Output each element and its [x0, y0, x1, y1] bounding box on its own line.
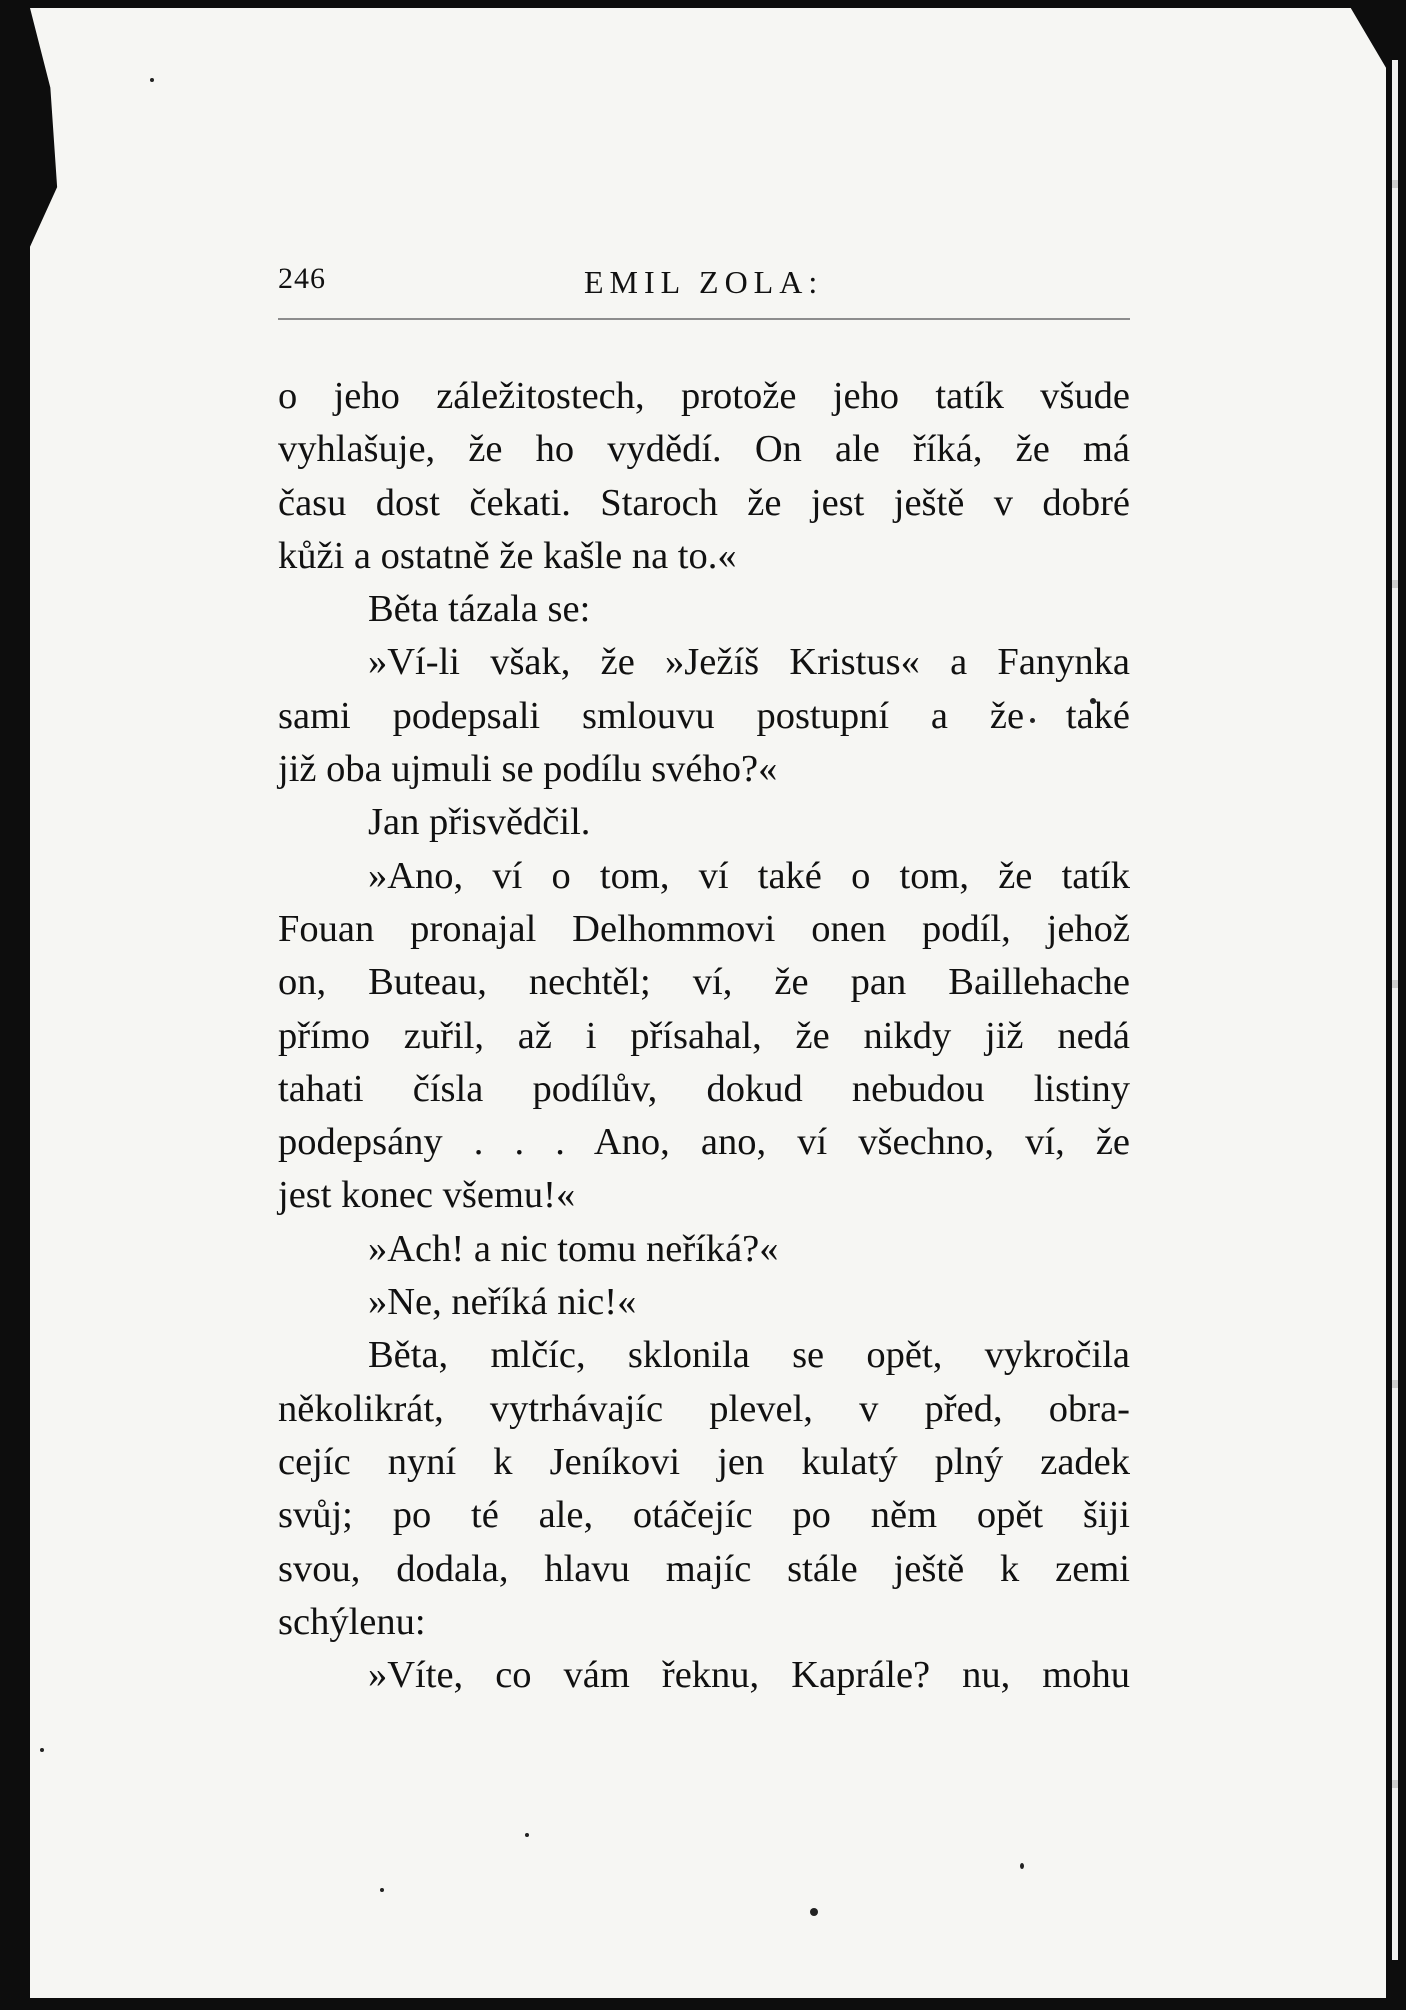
right-page-edge — [1392, 60, 1398, 1960]
text-line: vyhlašuje, že ho vydědí. On ale říká, že má — [278, 428, 1130, 471]
text-line: »Ne, neříká nic!« — [368, 1281, 637, 1324]
text-line: času dost čekati. Staroch že jest ještě v dobré — [278, 481, 1130, 524]
text-line: cejíc nyní k Jeníkovi jen kulatý plný zadek — [278, 1440, 1130, 1483]
text-line: o jeho záležitostech, protože jeho tatík všude — [278, 375, 1130, 417]
header-rule — [278, 318, 1130, 320]
running-header — [278, 262, 1130, 310]
text-line: Fouan pronajal Delhommovi onen podíl, jehož — [278, 907, 1130, 950]
text-line: Běta, mlčíc, sklonila se opět, vykročila — [368, 1334, 1130, 1377]
text-line: několikrát, vytrhávajíc plevel, v před, obra- — [278, 1387, 1130, 1430]
text-line: již oba ujmuli se podílu svého?« — [278, 748, 778, 791]
text-line: přímo zuřil, až i přísahal, že nikdy již nedá — [278, 1014, 1130, 1057]
page-number: 246 — [278, 262, 326, 295]
text-line: Běta tázala se: — [368, 588, 591, 631]
paper-speck — [810, 1908, 818, 1916]
text-line: »Ach! a nic tomu neříká?« — [368, 1227, 779, 1270]
text-line: on, Buteau, nechtěl; ví, že pan Baillehache — [278, 961, 1130, 1004]
text-line: »Víte, co vám řeknu, Kaprále? nu, mohu — [368, 1654, 1130, 1697]
text-line: »Ano, ví o tom, ví také o tom, že tatík — [368, 854, 1130, 897]
paper-speck — [40, 1748, 44, 1752]
text-line: schýlenu: — [278, 1600, 426, 1643]
text-line: kůži a ostatně že kašle na to.« — [278, 534, 737, 577]
text-line: podepsány . . . Ano, ano, ví všechno, ví, že — [278, 1121, 1130, 1164]
text-line: tahati čísla podílův, dokud nebudou listiny — [278, 1067, 1130, 1110]
text-line: svůj; po té ale, otáčejíc po něm opět šiji — [278, 1494, 1130, 1537]
paper-speck — [1020, 1863, 1024, 1869]
text-line: svou, dodala, hlavu majíc stále ještě k zemi — [278, 1547, 1130, 1590]
text-line: Jan přisvědčil. — [368, 801, 591, 844]
paper-speck — [380, 1888, 384, 1892]
running-title: EMIL ZOLA: — [584, 264, 824, 300]
text-line: sami podepsali smlouvu postupní a že také — [278, 694, 1130, 737]
body-text — [278, 370, 1130, 1702]
text-line: »Ví-li však, že »Ježíš Kristus« a Fanynka — [368, 641, 1130, 684]
paper-speck — [525, 1833, 529, 1837]
text-line: jest konec všemu!« — [278, 1174, 576, 1217]
paper-speck — [150, 78, 154, 82]
